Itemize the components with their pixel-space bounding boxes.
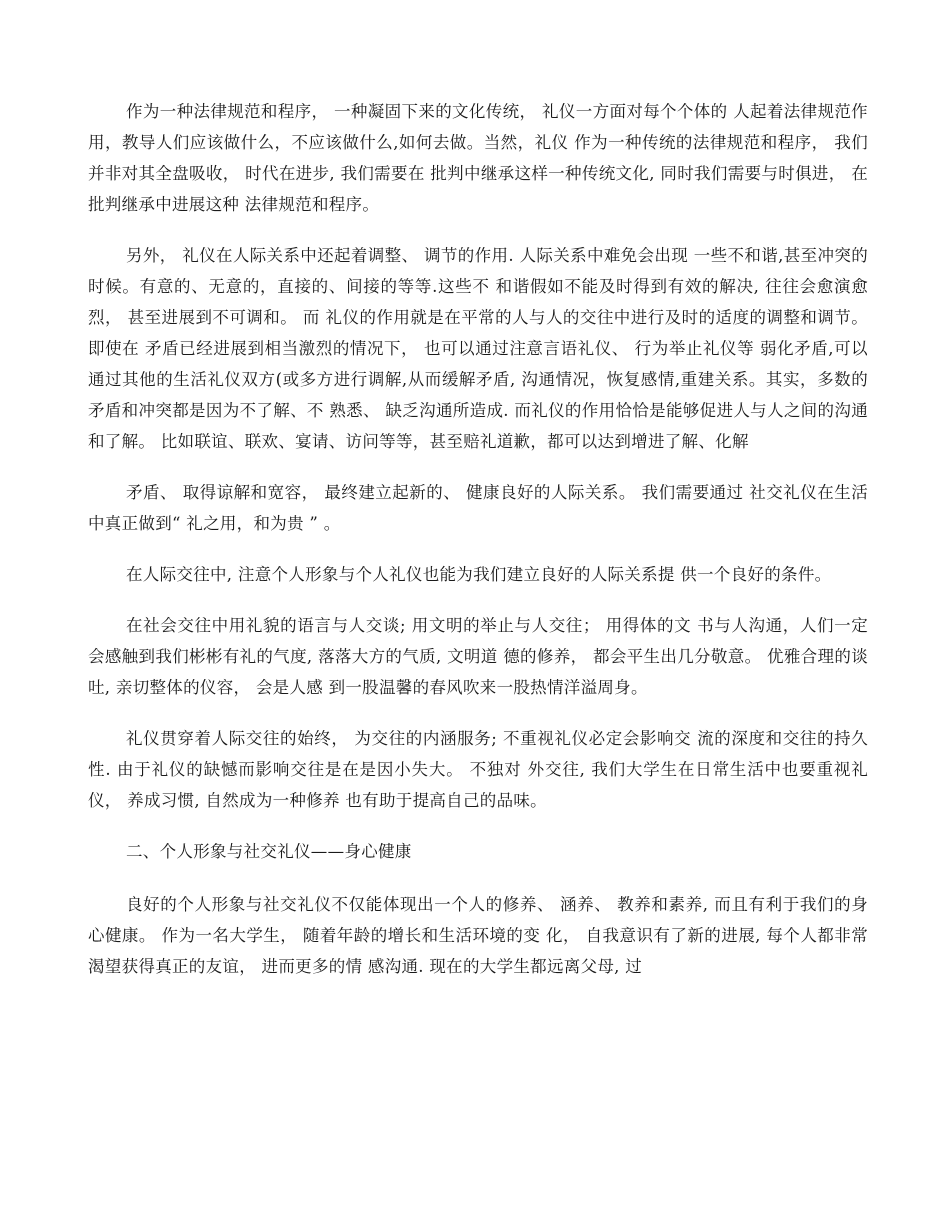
paragraph-legal-norms: 作为一种法律规范和程序， 一种凝固下来的文化传统， 礼仪一方面对每个个体的 人起着法律规范作用，教导人们应该做什么，不应该做什么,如何去做。当然，礼仪 作为一种传统的法律规范和程序， 我们并非对其全盘吸收， 时代在进步, 我们需要在 批判中继承这样一种传统文化, 同时我们需要与时俱进， 在批判继承中进展这种 法律规范和程序。 [88, 102, 868, 214]
paragraph-physical-mental-health: 良好的个人形象与社交礼仪不仅能体现出一个人的修养、 涵养、 教养和素养, 而且有利于我们的身心健康。 作为一名大学生， 随着年龄的增长和生活环境的变 化， 自我意识有了新的进展, 每个人都非常渴望获得真正的友谊， 进而更多的情 感沟通. 现在的大学生都远离父母, 过 [88, 895, 868, 976]
paragraph-interpersonal-adjustment: 另外， 礼仪在人际关系中还起着调整、 调节的作用. 人际关系中难免会出现 一些不和谐,甚至冲突的时候。有意的、无意的，直接的、间接的等等.这些不 和谐假如不能及时得到有效的解决, 往往会愈演愈烈， 甚至进展到不可调和。 而 礼仪的作用就是在平常的人与人的交往中进行及时的适度的调整和调节。 即使在 矛盾已经进展到相当激烈的情况下， 也可以通过注意言语礼仪、 行为举止礼仪等 弱化矛盾,可以通过其他的生活礼仪双方(或多方进行调解,从而缓解矛盾, 沟通情况，恢复感情,重建关系。其实，多数的矛盾和冲突都是因为不了解、不 熟悉、 缺乏沟通所造成. 而礼仪的作用恰恰是能够促进人与人之间的沟通和了解。 比如联谊、联欢、宴请、访问等等，甚至赔礼道歉，都可以达到增进了解、化解 [88, 246, 868, 451]
paragraph-etiquette-throughout: 礼仪贯穿着人际交往的始终， 为交往的内涵服务; 不重视礼仪必定会影响交 流的深度和交往的持久性. 由于礼仪的缺憾而影响交往是在是因小失大。 不独对 外交往, 我们大学生在日常生活中也要重视礼仪， 养成习惯, 自然成为一种修养 也有助于提高自己的品味。 [88, 729, 868, 810]
paragraph-reconciliation: 矛盾、 取得谅解和宽容， 最终建立起新的、 健康良好的人际关系。 我们需要通过 社交礼仪在生活中真正做到“ 礼之用，和为贵 ” 。 [88, 483, 868, 533]
document-page [88, 96, 868, 1002]
paragraph-polite-language: 在社会交往中用礼貌的语言与人交谈; 用文明的举止与人交往； 用得体的文 书与人沟通，人们一定会感触到我们彬彬有礼的气度, 落落大方的气质, 文明道 德的修养， 都会平生出几分敬意。 优雅合理的谈吐, 亲切整体的仪容， 会是人感 到一股温馨的春风吹来一股热情洋溢周身。 [88, 616, 868, 697]
section-heading: 二、个人形象与社交礼仪——身心健康 [126, 842, 412, 861]
paragraph-personal-image: 在人际交往中, 注意个人形象与个人礼仪也能为我们建立良好的人际关系提 供一个良好的条件。 [126, 565, 832, 584]
